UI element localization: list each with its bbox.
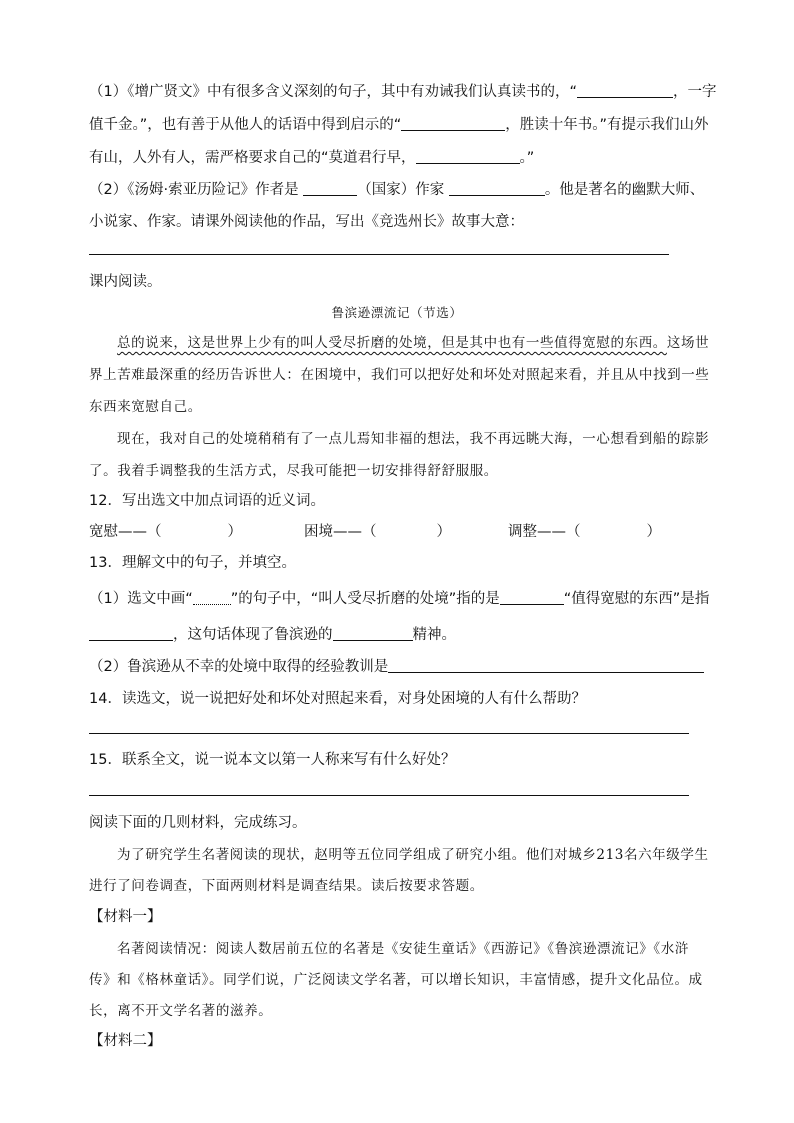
text: “值得宽慰的东西”是指 — [563, 591, 710, 607]
materials-para-1-line-1: 为了研究学生名著阅读的现状，赵明等五位同学组成了研究小组。他们对城乡213名六年级学生 — [117, 847, 709, 863]
q13-sub-1-line-2 — [89, 625, 456, 645]
passage-para-1-line-2: 界上苦难最深重的经历告诉世人：在困境中，我们可以把好处和坏处对照起来看，并且从中找到一些 — [89, 367, 710, 383]
q12-answer-2 — [304, 522, 451, 542]
text: ） — [227, 524, 242, 540]
text: 小说家、作家。请课外阅读他的作品，写出《竞选州长》故事大意： — [89, 214, 524, 230]
materials-intro: 阅读下面的几则材料，完成练习。 — [89, 815, 307, 831]
answer-blank[interactable] — [449, 181, 545, 196]
text: （2）鲁滨逊从不幸的处境中取得的经验教训是 — [89, 659, 389, 675]
text: 这场世 — [666, 335, 710, 351]
q12-prompt: 12．写出选文中加点词语的近义词。 — [89, 493, 325, 509]
text: ，这句话体现了鲁滨逊的 — [173, 627, 333, 643]
word-tiaozheng: 调整——（ — [508, 524, 581, 540]
material-1-line-3: 长，离不开文学名著的滋养。 — [89, 1003, 273, 1019]
material-1-line-1: 名著阅读情况：阅读人数居前五位的名著是《安徒生童话》《西游记》《鲁滨逊漂流记》《水浒 — [117, 941, 689, 957]
text: （2）《汤姆·索亚历险记》作者是 — [89, 182, 299, 198]
question-1-line-3 — [89, 148, 534, 168]
question-2-line-1 — [89, 180, 704, 200]
answer-blank[interactable] — [401, 116, 505, 131]
text: ） — [646, 524, 661, 540]
passage-para-1-line-3: 东西来宽慰自己。 — [89, 399, 202, 415]
word-kunjing: 困境——（ — [304, 524, 377, 540]
answer-line[interactable] — [89, 733, 689, 734]
text: ，一字 — [672, 84, 717, 100]
answer-blank[interactable] — [333, 626, 413, 641]
text: （1）选文中画“ — [89, 591, 193, 607]
question-1-line-2 — [89, 115, 709, 135]
answer-line[interactable] — [89, 254, 669, 255]
text: ，胜读十年书。”有提示我们山外 — [505, 117, 709, 133]
answer-blank[interactable] — [303, 181, 357, 196]
material-1-heading: 【材料一】 — [89, 909, 162, 925]
q13-prompt: 13．理解文中的句子，并填空。 — [89, 555, 296, 571]
text: （1）《增广贤文》中有很多含义深刻的句子，其中有劝诫我们认真读书的，“ — [89, 84, 577, 100]
text: 精神。 — [412, 627, 456, 643]
passage-para-2-line-1: 现在，我对自己的处境稍稍有了一点儿焉知非福的想法，我不再远眺大海，一心想看到船的踪影 — [117, 431, 710, 447]
q13-sub-2 — [89, 657, 704, 677]
underline-sample — [193, 590, 231, 605]
materials-para-1-line-2: 进行了问卷调查，下面两则材料是调查结果。读后按要求答题。 — [89, 878, 484, 894]
question-2-line-2 — [89, 212, 524, 232]
material-2-heading: 【材料二】 — [89, 1033, 162, 1049]
underlined-sentence: 总的说来，这是世界上少有的叫人受尽折磨的处境，但是其中也有一些值得宽慰的东西。 — [117, 335, 667, 351]
text: 值千金。”，也有善于从他人的话语中得到启示的“ — [89, 117, 402, 133]
answer-line[interactable] — [89, 795, 689, 796]
answer-blank[interactable] — [416, 149, 520, 164]
q12-answer-3 — [508, 522, 661, 542]
reading-intro: 课内阅读。 — [89, 274, 162, 290]
text: 。他是著名的幽默大师、 — [544, 182, 705, 198]
q13-sub-1-line-1 — [89, 589, 709, 609]
q14-prompt: 14．读选文，说一说把好处和坏处对照起来看，对身处困境的人有什么帮助？ — [89, 691, 586, 707]
passage-para-2-line-2: 了。我着手调整我的生活方式，尽我可能把一切安排得舒舒服服。 — [89, 463, 498, 479]
passage-para-1-line-1 — [117, 333, 709, 353]
text: （国家）作家 — [357, 182, 445, 198]
q15-prompt: 15．联系全文，说一说本文以第一人称来写有什么好处？ — [89, 752, 456, 768]
q12-answers — [89, 522, 242, 542]
text: ） — [436, 524, 451, 540]
answer-blank[interactable] — [577, 83, 673, 98]
answer-blank[interactable] — [388, 658, 704, 673]
text: ”的句子中，“叫人受尽折磨的处境”指的是 — [230, 591, 500, 607]
question-1-line-1 — [89, 82, 716, 102]
passage-title: 鲁滨逊漂流记（节选） — [331, 305, 463, 320]
answer-blank[interactable] — [89, 626, 173, 641]
text: 有山，人外有人，需严格要求自己的“莫道君行早， — [89, 150, 416, 166]
word-kuanwei: 宽慰——（ — [89, 524, 162, 540]
text: 。” — [519, 150, 535, 166]
material-1-line-2: 传》和《格林童话》。同学们说，广泛阅读文学名著，可以增长知识，丰富情感，提升文化品位。成 — [89, 972, 703, 988]
answer-blank[interactable] — [500, 590, 564, 605]
